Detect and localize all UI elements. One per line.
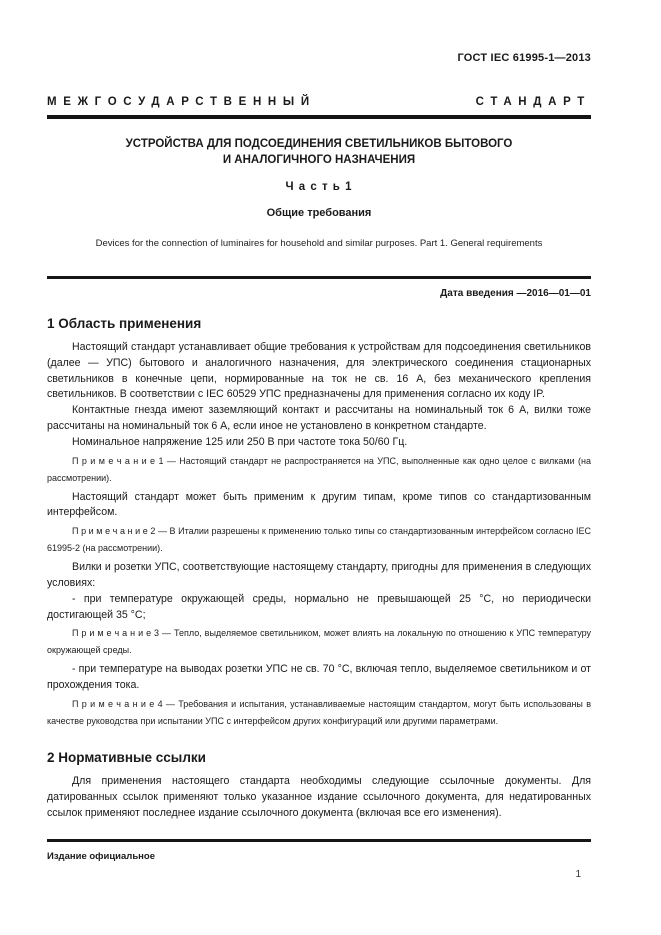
page-number: 1 [575, 868, 581, 880]
standard-type-word-1: МЕЖГОСУДАРСТВЕННЫЙ [47, 96, 316, 108]
document-title-line-2: И АНАЛОГИЧНОГО НАЗНАЧЕНИЯ [222, 154, 416, 166]
list-item: - при температуре на выводах розетки УПС не св. 70 °С, включая тепло, выделяемое светильником и от прохождения тока. [47, 663, 591, 692]
paragraph: Настоящий стандарт устанавливает общие требования к устройствам для подсоединения светильников (далее — УПС) бытового и аналогичного назначения, для электрического соединения стационарных светильников в конечные цепи, нормированные на ток не св. 16 А, без механического крепления светильников. В соответствии с IEC 60529 УПС предназначены для применения согласно их коду IP. [47, 341, 591, 401]
section-1-heading: 1 Область применения [47, 316, 202, 331]
note-1: П р и м е ч а н и е 1 — Настоящий стандарт не распространяется на УПС, выполненные как одно целое с вилками (на рассмотрении). [47, 455, 591, 483]
paragraph: Вилки и розетки УПС, соответствующие настоящему стандарту, пригодны для применения в следующих условиях: [47, 561, 591, 589]
doc-code: ГОСТ IEC 61995-1—2013 [457, 52, 591, 64]
standard-type-word-2: СТАНДАРТ [475, 96, 591, 108]
paragraph: Контактные гнезда имеют заземляющий контакт и рассчитаны на номинальный ток 6 А, вилки тоже рассчитаны на номинальный ток 6 А, если иное не установлено в конкретном стандарте. [47, 404, 591, 432]
document-title-line-1: УСТРОЙСТВА ДЛЯ ПОДСОЕДИНЕНИЯ СВЕТИЛЬНИКОВ БЫТОВОГО [125, 138, 513, 150]
official-edition-label: Издание официальное [47, 850, 155, 862]
paragraph: Для применения настоящего стандарта необходимы следующие ссылочные документы. Для датированных ссылок применяют только указанное издание ссылочного документа, для недатированных ссылок применяют последнее издание ссылочного документа (включая все его изменения). [47, 774, 591, 819]
list-item: - при температуре окружающей среды, нормально не превышающей 25 °С, но периодически достигающей 35 °С; [47, 592, 591, 621]
document-title-english: Devices for the connection of luminaires for household and similar purposes. Part 1. General requirements [95, 238, 543, 249]
note-2: П р и м е ч а н и е 2 — В Италии разрешены к применению только типы со стандартизованным интерфейсом согласно IEC 61995-2 (на рассмотрении). [47, 526, 591, 554]
paragraph: Номинальное напряжение 125 или 250 В при частоте тока 50/60 Гц. [72, 435, 408, 448]
note-4: П р и м е ч а н и е 4 — Требования и испытания, устанавливаемые настоящим стандартом, могут быть использованы в качестве руководства при испытании УПС с интерфейсом других конфигураций или другими параметрами. [47, 698, 591, 726]
note-3: П р и м е ч а н и е 3 — Тепло, выделяемое светильником, может влиять на локальную по отношению к УПС температуру окружающей среды. [47, 628, 591, 656]
footer-divider [47, 839, 591, 842]
effective-date: Дата введения —2016—01—01 [440, 288, 591, 299]
header-divider [47, 115, 591, 119]
paragraph: Настоящий стандарт может быть применим к другим типам, кроме типов со стандартизованным интерфейсом. [47, 490, 591, 519]
standard-type-label [47, 96, 591, 108]
document-subtitle: Общие требования [266, 207, 372, 219]
document-title [47, 136, 591, 168]
part-label: Ч а с т ь 1 [285, 181, 353, 193]
title-divider [47, 276, 591, 279]
section-2-heading: 2 Нормативные ссылки [47, 749, 206, 765]
